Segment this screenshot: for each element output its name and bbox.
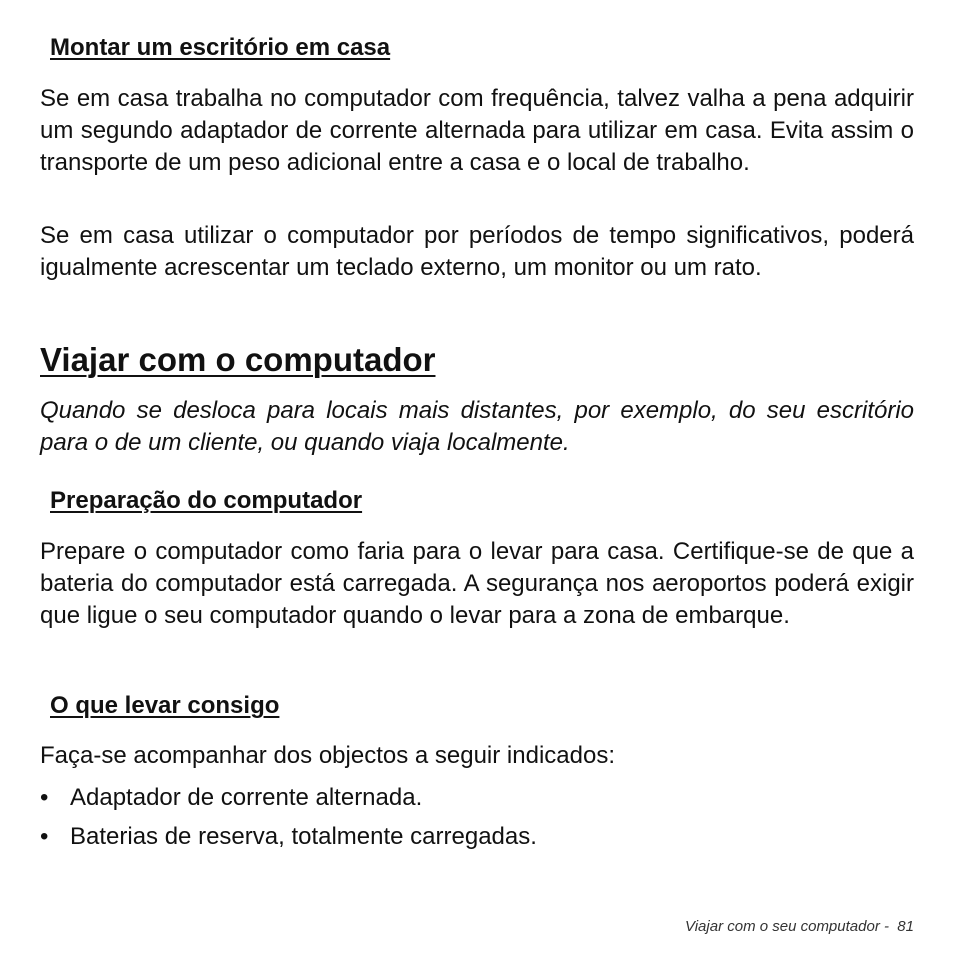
list-item-text: Adaptador de corrente alternada. — [70, 784, 423, 811]
bullet-list — [40, 782, 914, 860]
heading-travel: Viajar com o computador — [40, 341, 436, 378]
heading-home-office: Montar um escritório em casa — [50, 34, 391, 61]
paragraph-home-office-1: Se em casa trabalha no computador com frequência, talvez valha a pena adquirir um segundo adaptador de corrente alternada para utilizar em casa. Evita assim o transporte de um peso adicional entre a casa e o local de trabalho. — [40, 85, 914, 176]
heading-prepare: Preparação do computador — [50, 487, 363, 514]
list-item-text: Baterias de reserva, totalmente carregadas. — [70, 823, 537, 850]
paragraph-what-to-bring-intro: Faça-se acompanhar dos objectos a seguir indicados: — [40, 742, 615, 769]
page-footer: Viajar com o seu computador - 81 — [684, 918, 914, 935]
paragraph-home-office-2: Se em casa utilizar o computador por períodos de tempo significativos, poderá igualmente acrescentar um teclado externo, um monitor ou um rato. — [40, 222, 914, 281]
paragraph-prepare-1: Prepare o computador como faria para o levar para casa. Certifique-se de que a bateria do computador está carregada. A segurança nos aeroportos poderá exigir que ligue o seu computador quando o levar para a zona de embarque. — [40, 538, 914, 629]
heading-what-to-bring: O que levar consigo — [50, 692, 280, 719]
paragraph-travel-intro: Quando se desloca para locais mais distantes, por exemplo, do seu escritório para o de um cliente, ou quando viaja localmente. — [40, 397, 914, 456]
list-item — [40, 782, 914, 814]
bullet-icon: • — [40, 784, 49, 811]
list-item — [40, 821, 914, 853]
bullet-icon: • — [40, 823, 49, 850]
